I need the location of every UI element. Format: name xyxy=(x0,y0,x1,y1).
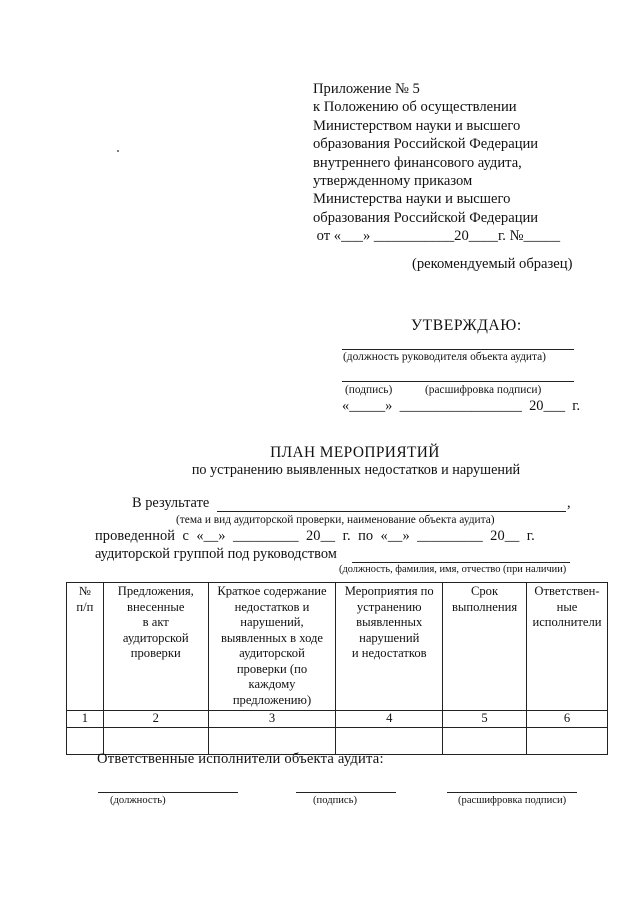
plan-subtitle: по устранению выявленных недостатков и нарушений xyxy=(191,462,521,478)
column-number: 6 xyxy=(527,711,608,728)
head-blank-line xyxy=(352,562,570,563)
result-comma: , xyxy=(567,495,571,511)
appendix-line: к Положению об осуществлении xyxy=(313,99,517,116)
appendix-line: образования Российской Федерации xyxy=(313,209,539,226)
appendix-line: образования Российской Федерации xyxy=(313,136,539,153)
decode-caption: (расшифровка подписи) xyxy=(425,384,542,396)
plan-table xyxy=(66,582,608,755)
signature-line xyxy=(342,381,574,382)
result-label: В результате xyxy=(132,495,210,511)
table-number-row xyxy=(67,711,608,728)
topic-blank-line xyxy=(217,511,566,512)
column-number: 3 xyxy=(208,711,336,728)
signature-caption: (подпись) xyxy=(345,384,393,396)
header-deadline: Срок выполнения xyxy=(443,583,527,711)
column-number: 1 xyxy=(67,711,104,728)
responsible-executors-label: Ответственные исполнители объекта аудита: xyxy=(97,751,384,767)
appendix-line: Министерством науки и высшего xyxy=(313,117,521,134)
header-summary: Краткое содержание недостатков и нарушений, выявленных в ходе аудиторской проверки (по каждому предложению) xyxy=(208,583,336,711)
group-label: аудиторской группой под руководством xyxy=(95,546,337,562)
header-responsible: Ответствен- ные исполнители xyxy=(527,583,608,711)
approval-date-line: «_____» _________________ 20___ г. xyxy=(342,398,581,414)
header-proposals: Предложения, внесенные в акт аудиторской проверки xyxy=(103,583,208,711)
plan-title: ПЛАН МЕРОПРИЯТИЙ xyxy=(270,444,440,461)
appendix-header xyxy=(313,80,560,246)
position-signature-line xyxy=(342,349,574,350)
scan-speck xyxy=(117,150,119,152)
footer-signature-line xyxy=(296,792,396,793)
conducted-period-line: проведенной с «__» _________ 20__ г. по «__» _________ 20__ г. xyxy=(95,528,535,544)
footer-decode-caption: (расшифровка подписи) xyxy=(458,795,567,806)
position-caption: (должность руководителя объекта аудита) xyxy=(343,351,546,363)
topic-caption: (тема и вид аудиторской проверки, наименование объекта аудита) xyxy=(176,514,495,526)
head-caption: (должность, фамилия, имя, отчество (при наличии) xyxy=(339,564,567,575)
table-header-row xyxy=(67,583,608,711)
recommended-sample-note: (рекомендуемый образец) xyxy=(412,256,573,272)
column-number: 5 xyxy=(443,711,527,728)
appendix-line: Министерства науки и высшего xyxy=(313,191,511,208)
footer-signature-caption: (подпись) xyxy=(313,795,357,806)
table-cell[interactable] xyxy=(527,728,608,755)
header-measures: Мероприятия по устранению выявленных нарушений и недостатков xyxy=(336,583,443,711)
header-number: № п/п xyxy=(67,583,104,711)
column-number: 2 xyxy=(103,711,208,728)
footer-position-line xyxy=(98,792,238,793)
approval-title: УТВЕРЖДАЮ: xyxy=(411,317,522,334)
appendix-line: утвержденному приказом xyxy=(313,173,473,190)
appendix-line: внутреннего финансового аудита, xyxy=(313,154,522,171)
footer-position-caption: (должность) xyxy=(110,795,166,806)
appendix-date-line: от «___» ___________20____г. №_____ xyxy=(313,228,561,245)
appendix-line: Приложение № 5 xyxy=(313,81,420,97)
footer-decode-line xyxy=(447,792,577,793)
column-number: 4 xyxy=(336,711,443,728)
table-cell[interactable] xyxy=(443,728,527,755)
